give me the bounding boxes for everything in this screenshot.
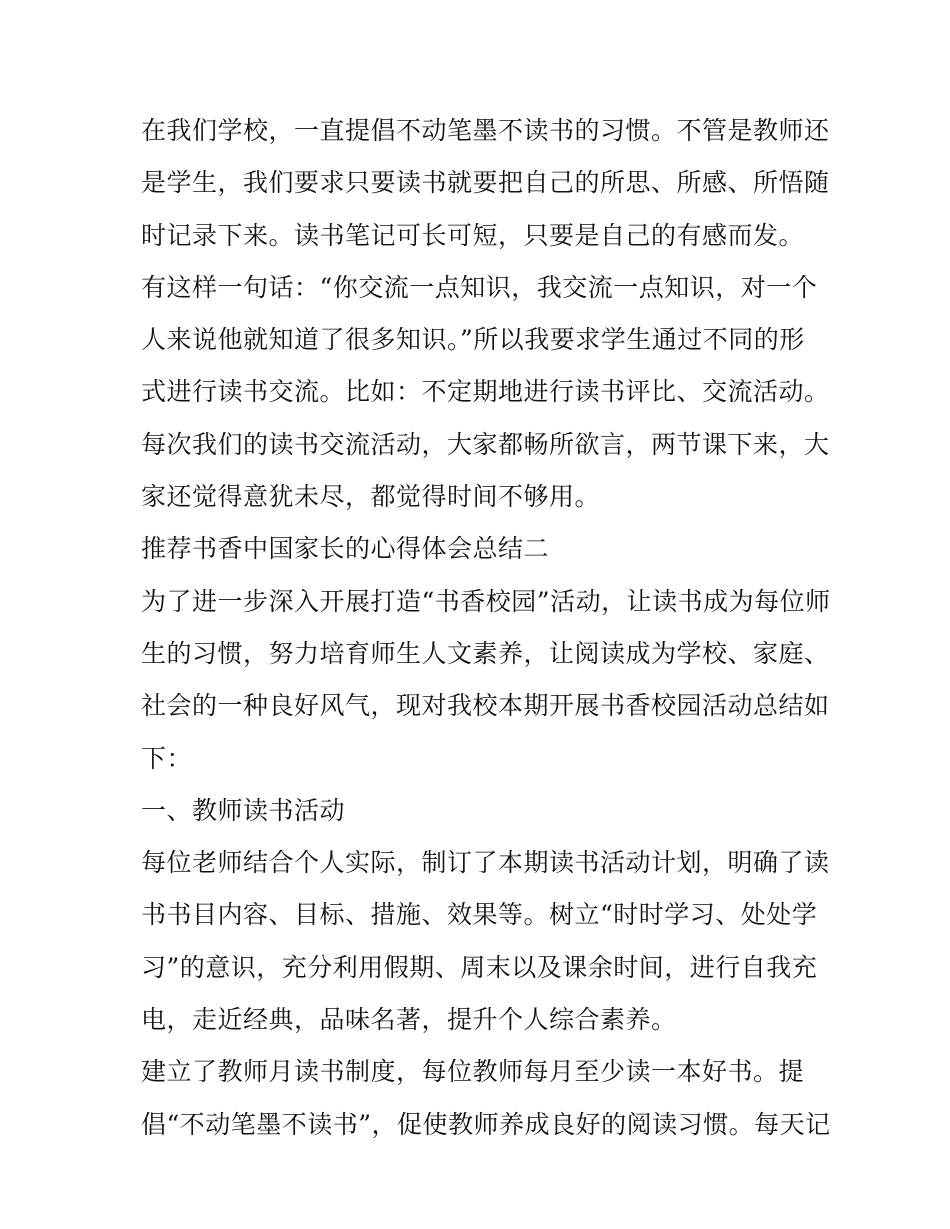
text-line: 生的习惯，努力培育师生人文素养，让阅读成为学校、家庭、 xyxy=(141,638,830,668)
section-heading: 推荐书香中国家长的心得体会总结二 xyxy=(141,534,550,564)
text-line: 每次我们的读书交流活动，大家都畅所欲言，两节课下来，大 xyxy=(141,429,830,459)
text-line: 每位老师结合个人实际，制订了本期读书活动计划，明确了读 xyxy=(141,848,830,878)
text-line: 家还觉得意犹未尽，都觉得时间不够用。 xyxy=(141,482,601,512)
text-line: 习”的意识，充分利用假期、周末以及课余时间，进行自我充 xyxy=(141,952,818,982)
subsection-heading: 一、教师读书活动 xyxy=(141,795,346,825)
text-line: 下： xyxy=(141,743,193,773)
document-body xyxy=(141,105,831,1151)
text-line: 倡“不动笔墨不读书”，促使教师养成良好的阅读习惯。每天记 xyxy=(141,1109,831,1139)
text-line: 人来说他就知道了很多知识。”所以我要求学生通过不同的形 xyxy=(141,325,805,355)
text-line: 时记录下来。读书笔记可长可短，只要是自己的有感而发。 xyxy=(141,220,805,250)
text-line: 为了进一步深入开展打造“书香校园”活动，让读书成为每位师 xyxy=(141,586,831,616)
text-line: 是学生，我们要求只要读书就要把自己的所思、所感、所悟随 xyxy=(141,168,830,198)
text-line: 式进行读书交流。比如：不定期地进行读书评比、交流活动。 xyxy=(141,377,830,407)
text-line: 在我们学校，一直提倡不动笔墨不读书的习惯。不管是教师还 xyxy=(141,116,830,145)
text-line: 书书目内容、目标、措施、效果等。树立“时时学习、处处学 xyxy=(141,900,818,930)
text-line: 社会的一种良好风气，现对我校本期开展书香校园活动总结如 xyxy=(141,691,830,721)
text-line: 有这样一句话：“你交流一点知识，我交流一点知识，对一个 xyxy=(141,272,818,302)
text-line: 建立了教师月读书制度，每位教师每月至少读一本好书。提 xyxy=(141,1057,805,1087)
text-line: 电，走近经典，品味名著，提升个人综合素养。 xyxy=(141,1005,677,1035)
